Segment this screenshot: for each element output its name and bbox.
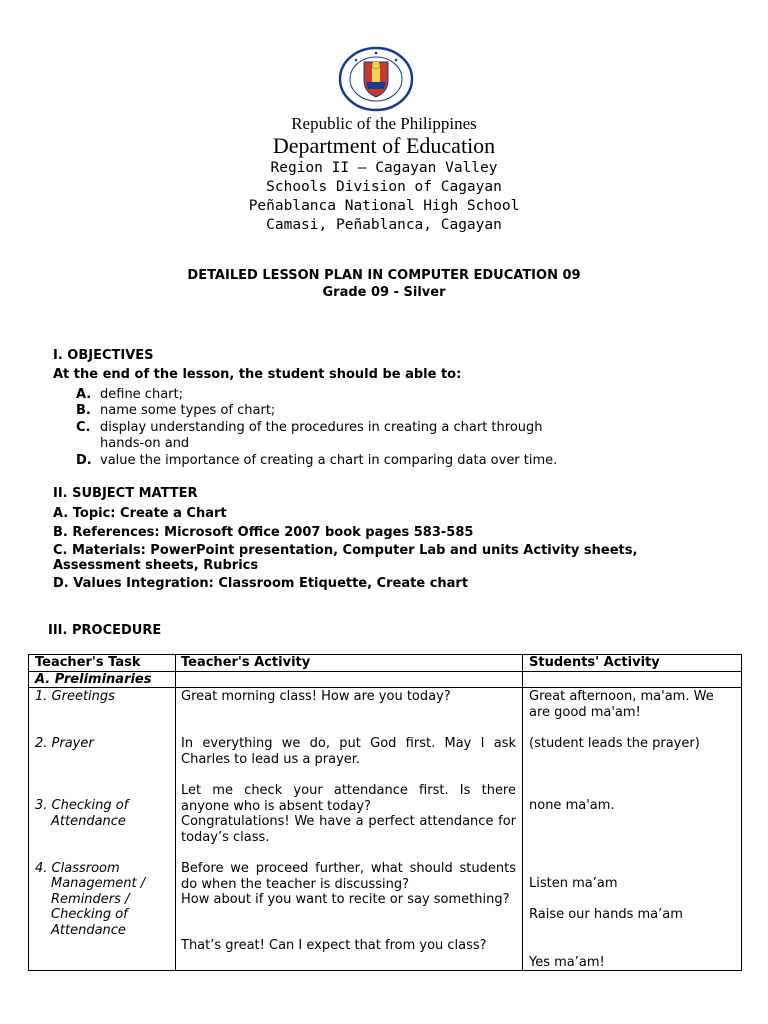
teacher-management-2: How about if you want to recite or say something? (181, 892, 510, 907)
objective-text-c-cont: hands-on and (100, 436, 190, 451)
objective-letter-d: D. (76, 453, 92, 468)
header-division: Schools Division of Cagayan (266, 179, 502, 195)
lesson-plan-grade: Grade 09 - Silver (322, 285, 446, 300)
header-republic: Republic of the Philippines (291, 114, 477, 133)
lesson-plan-title: DETAILED LESSON PLAN IN COMPUTER EDUCATION 09 (187, 268, 581, 283)
objective-text-a: define chart; (100, 387, 183, 402)
task-management-2: Management / (51, 876, 146, 891)
col-header-students-activity: Students' Activity (529, 655, 660, 670)
objective-text-b: name some types of chart; (100, 403, 276, 418)
teacher-management-3: That’s great! Can I expect that from you class? (181, 938, 487, 953)
objectives-heading: I. OBJECTIVES (53, 348, 154, 363)
header-department: Department of Education (272, 133, 496, 158)
student-management-3: Yes ma’am! (529, 955, 605, 970)
teacher-prayer: In everything we do, put God first. May I ask Charles to lead us a prayer. (181, 736, 516, 767)
col-header-teachers-task: Teacher's Task (35, 655, 141, 670)
task-attendance-cont: Attendance (51, 814, 126, 829)
teacher-attendance-2: Congratulations! We have a perfect attendance for today’s class. (181, 814, 516, 845)
procedure-heading: III. PROCEDURE (48, 623, 162, 638)
subject-materials: C. Materials: PowerPoint presentation, Computer Lab and units Activity sheets, (53, 543, 638, 558)
seal-text (0, 0, 1, 1)
task-management-4: Checking of (51, 907, 128, 922)
objective-text-d: value the importance of creating a chart in comparing data over time. (100, 453, 558, 468)
task-management-5: Attendance (51, 923, 126, 938)
subject-references: B. References: Microsoft Office 2007 book pages 583-585 (53, 525, 474, 540)
col-header-teachers-activity: Teacher's Activity (181, 655, 311, 670)
section-preliminaries: A. Preliminaries (35, 672, 152, 687)
task-attendance: 3. Checking of (35, 798, 129, 813)
subject-matter-heading: II. SUBJECT MATTER (53, 486, 198, 501)
task-management-3: Reminders / (51, 892, 130, 907)
objective-text-c: display understanding of the procedures in creating a chart through (100, 420, 543, 435)
header-address: Camasi, Peñablanca, Cagayan (266, 217, 502, 233)
student-prayer: (student leads the prayer) (529, 736, 700, 751)
student-management-2: Raise our hands ma’am (529, 907, 683, 922)
subject-topic: A. Topic: Create a Chart (53, 506, 227, 521)
teacher-greetings: Great morning class! How are you today? (181, 689, 451, 704)
subject-values: D. Values Integration: Classroom Etiquette, Create chart (53, 576, 469, 591)
header-region: Region II – Cagayan Valley (270, 160, 498, 176)
subject-materials-cont: Assessment sheets, Rubrics (53, 558, 259, 573)
task-greetings: 1. Greetings (35, 689, 115, 704)
objective-letter-a: A. (76, 387, 92, 402)
teacher-attendance: Let me check your attendance first. Is there anyone who is absent today? (181, 783, 516, 814)
student-management: Listen ma’am (529, 876, 618, 891)
task-management: 4. Classroom (35, 861, 120, 876)
objective-letter-b: B. (76, 403, 91, 418)
header-school: Peñablanca National High School (248, 198, 520, 214)
objective-letter-c: C. (76, 420, 91, 435)
student-attendance: none ma'am. (529, 798, 615, 813)
student-greetings: Great afternoon, ma'am. We are good ma'am! (529, 689, 714, 720)
procedure-table (28, 654, 742, 971)
deped-seal-logo (338, 46, 414, 112)
task-prayer: 2. Prayer (35, 736, 94, 751)
teacher-management: Before we proceed further, what should students do when the teacher is discussing? (181, 861, 516, 892)
objectives-intro: At the end of the lesson, the student should be able to: (53, 367, 462, 382)
